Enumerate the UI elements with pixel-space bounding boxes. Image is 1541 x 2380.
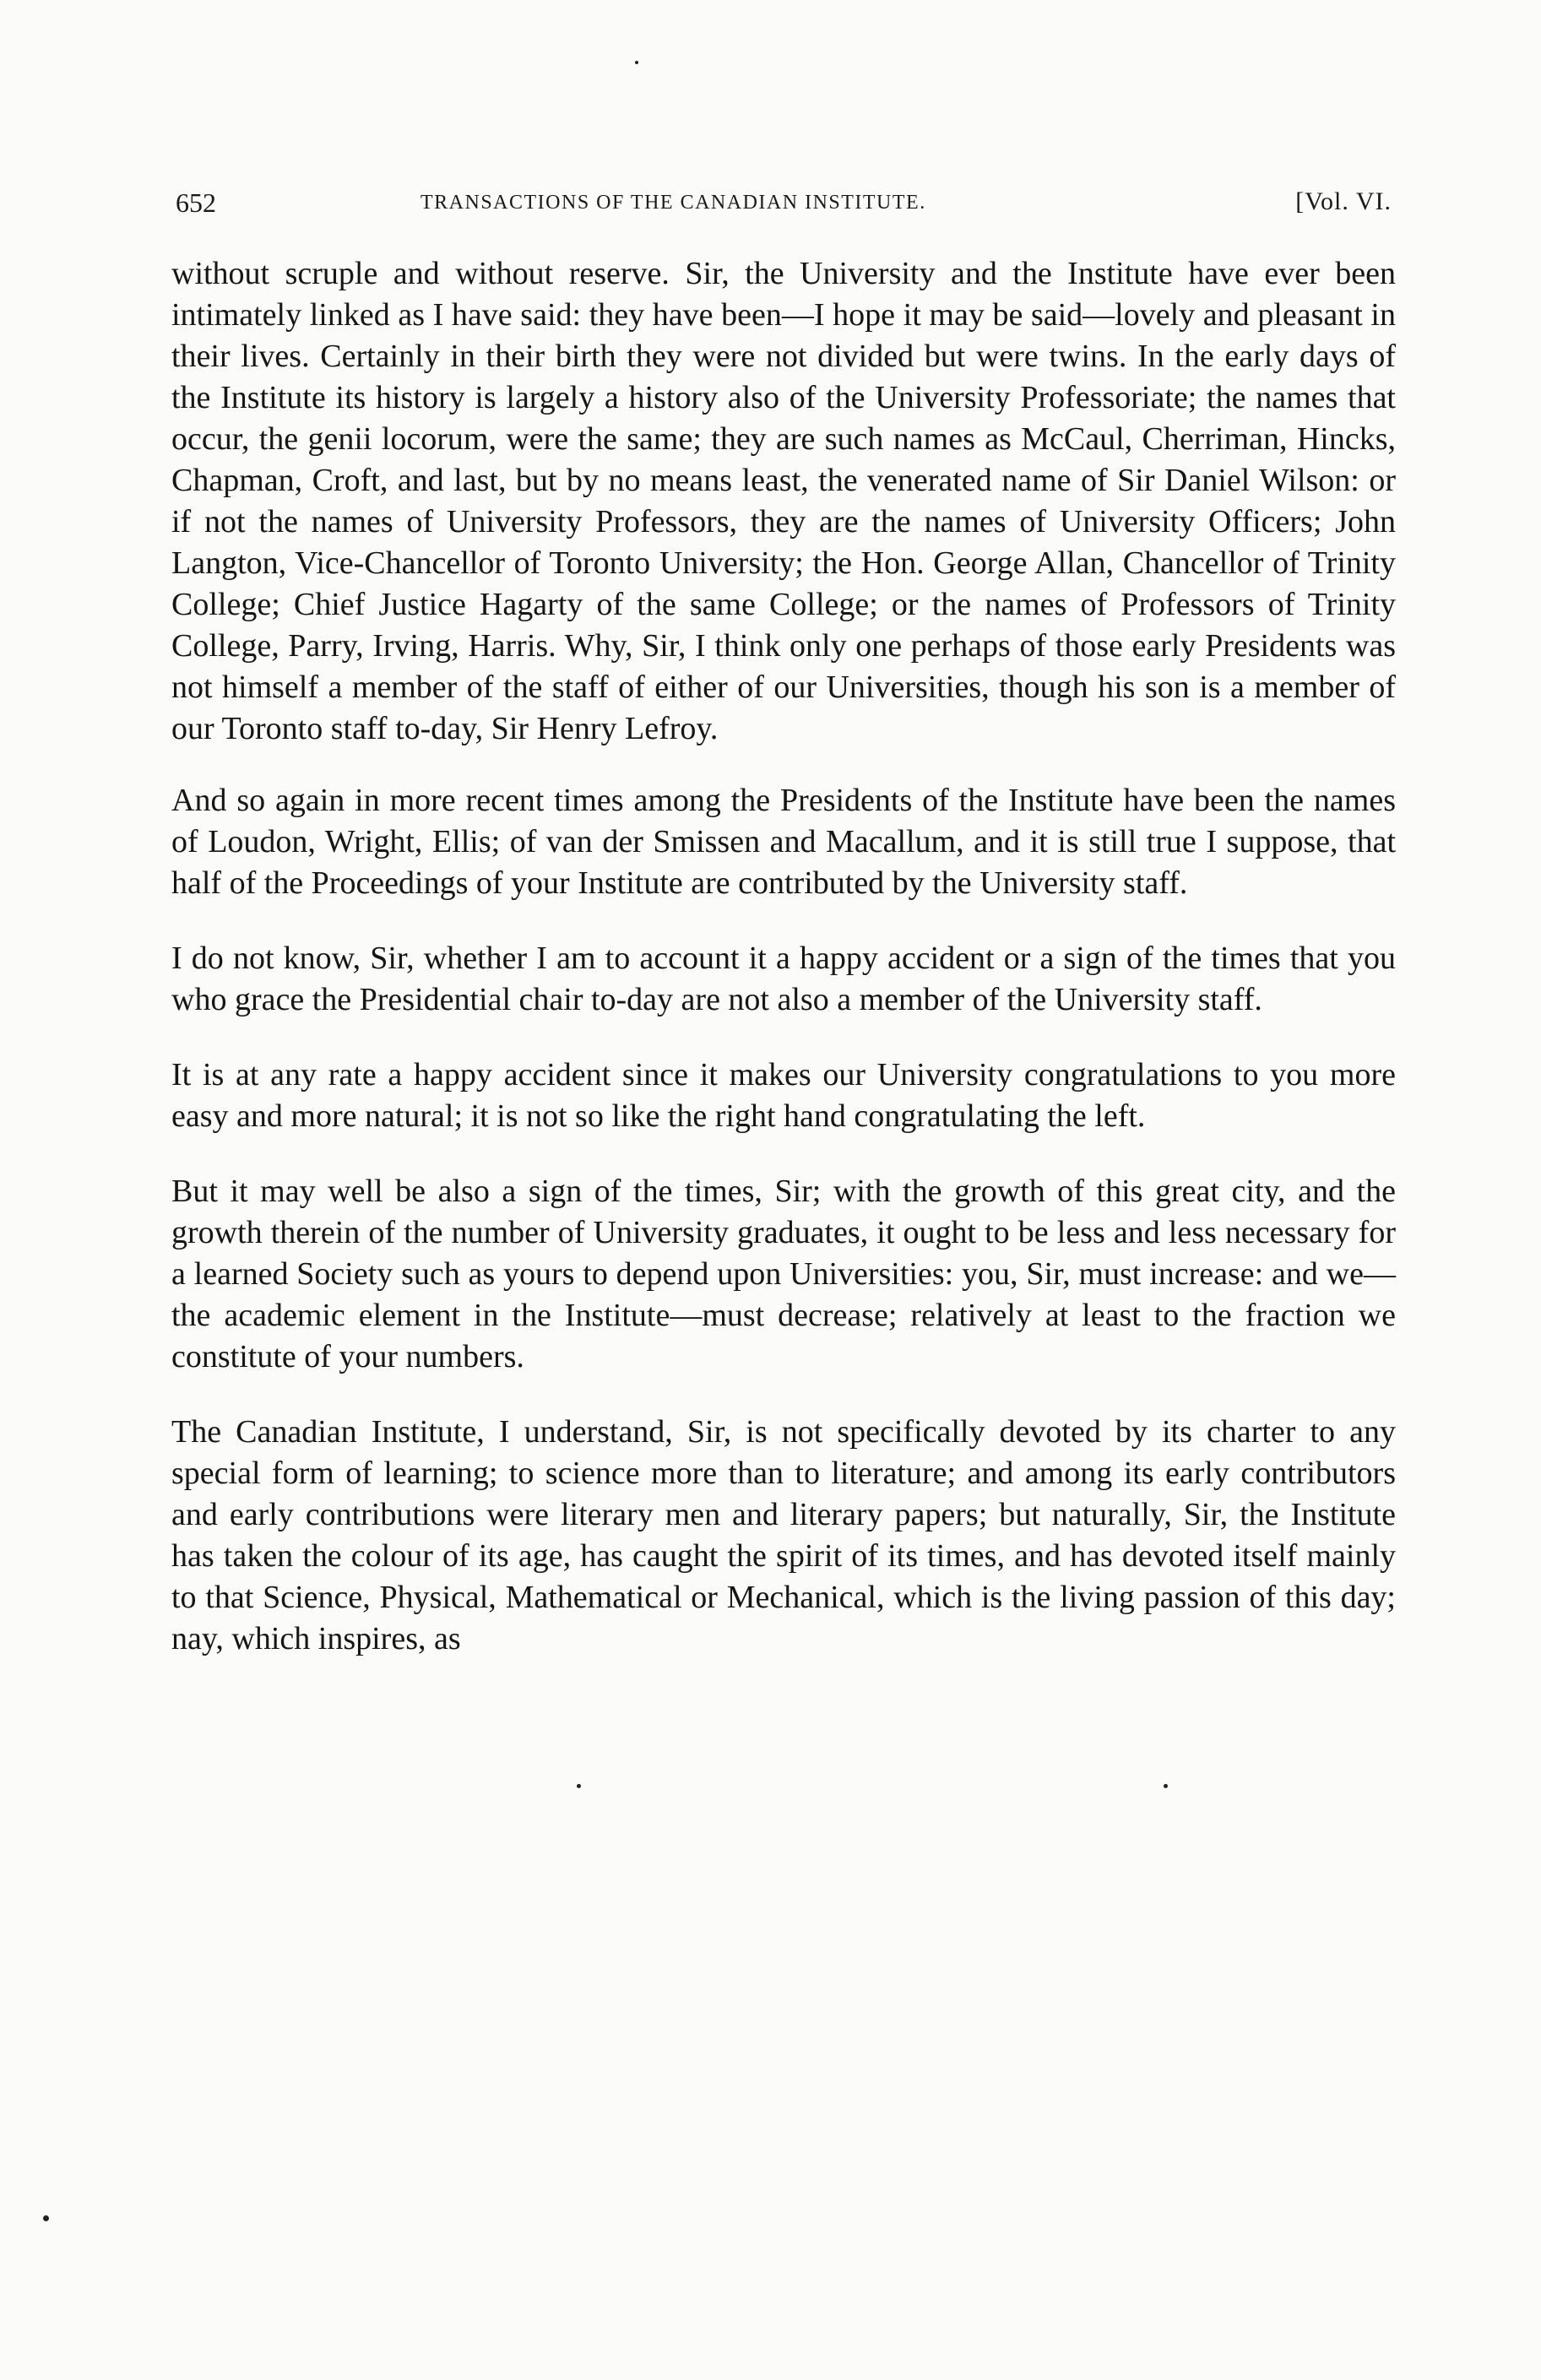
scan-speck — [1164, 1784, 1168, 1788]
paragraph-2: And so again in more recent times among the Presidents of the Institute have been the names of Loudon, Wright, Ellis; of van der Smissen and Macallum, and it is still true I suppose, that half of the Proceedings of your Institute are contributed by the University staff. — [171, 783, 1396, 901]
page-number: 652 — [176, 187, 216, 218]
paragraph-6: The Canadian Institute, I understand, Sir, is not specifically devoted by its charter to any special form of learning; to science more than to literature; and among its early contributors and early contributions were literary men and literary papers; but naturally, Sir, the Institute has taken the colour of its age, has caught the spirit of its times, and has devoted itself mainly to that Science, Physical, Mathematical or Mechanical, which is the living passion of this day; nay, which inspires, as — [171, 1414, 1396, 1656]
journal-title: TRANSACTIONS OF THE CANADIAN INSTITUTE. — [421, 192, 926, 214]
paragraph-4: It is at any rate a happy accident since it makes our University congratulations to you more easy and more natural; it is not so like the right hand congratulating the left. — [171, 1057, 1396, 1134]
scan-speck — [577, 1784, 581, 1788]
scan-speck — [43, 2215, 49, 2221]
paragraph-3: I do not know, Sir, whether I am to account it a happy accident or a sign of the times that you who grace the Presidential chair to-day are not also a member of the University staff. — [171, 941, 1396, 1017]
paragraph-1: without scruple and without reserve. Sir, the University and the Institute have ever been intimately linked as I have said: they have been—I hope it may be said—lovely and pleasant in their lives. Certainly in their birth they were not divided but were twins. In the early days of the Institute its history is largely a history also of the University Professoriate; the names that occur, the genii locorum, were the same; they are such names as McCaul, Cherriman, Hincks, Chapman, Croft, and last, but by no means least, the venerated name of Sir Daniel Wilson: or if not the names of University Professors, they are the names of University Officers; John Langton, Vice-Chancellor of Toronto University; the Hon. George Allan, Chancellor of Trinity College; Chief Justice Hagarty of the same College; or the names of Professors of Trinity College, Parry, Irving, Harris. Why, Sir, I think only one perhaps of those early Presidents was not himself a member of the staff of either of our Universities, though his son is a member of our Toronto staff to-day, Sir Henry Lefroy. — [171, 256, 1396, 746]
article-body — [171, 253, 1396, 1694]
volume-label: [Vol. VI. — [1295, 187, 1392, 215]
running-header — [176, 187, 1392, 221]
scan-speck — [635, 61, 638, 64]
paragraph-5: But it may well be also a sign of the times, Sir; with the growth of this great city, and the growth therein of the number of University graduates, it ought to be less and less necessary for a learned Society such as yours to depend upon Universities: you, Sir, must increase: and we—the academic element in the Institute—must decrease; relatively at least to the fraction we constitute of your numbers. — [171, 1174, 1396, 1374]
